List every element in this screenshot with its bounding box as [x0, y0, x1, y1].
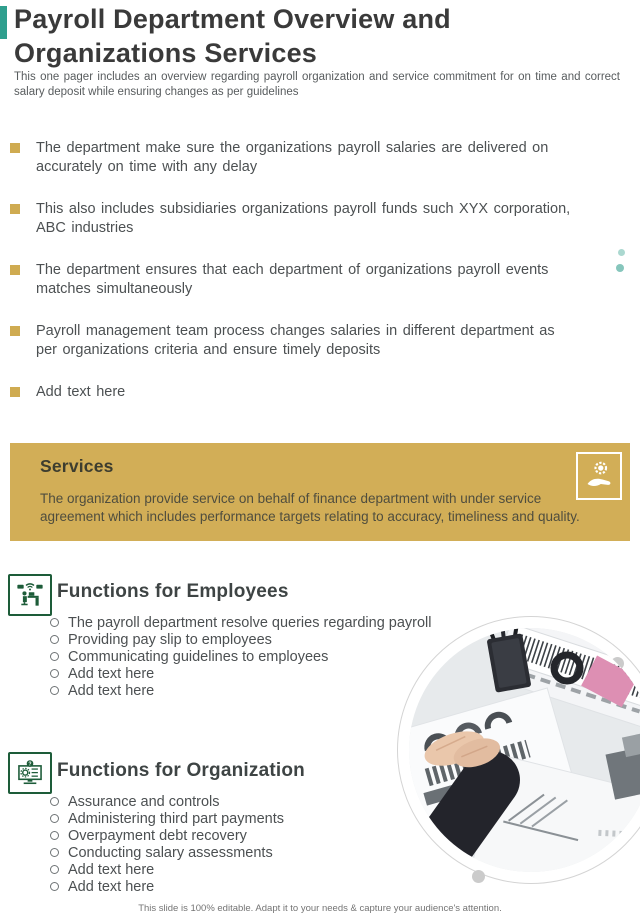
- bullet-text: Payroll management team process changes salaries in different department as per organizations criteria and ensure timely deposits: [36, 323, 555, 358]
- list-item-text: Communicating guidelines to employees: [68, 649, 329, 665]
- svg-text:?: ?: [28, 761, 32, 768]
- list-item: [50, 649, 450, 666]
- functions-organization-list: [50, 794, 450, 896]
- circle-bullet-icon: [50, 848, 59, 857]
- list-item: [50, 845, 450, 862]
- overview-bullet-list: [10, 139, 590, 444]
- teal-accent-bar: [0, 6, 7, 39]
- list-item-text: Providing pay slip to employees: [68, 632, 272, 648]
- page-subtitle: This one pager includes an overview regarding payroll organization and service commitment for on time and correct salary deposit while ensuring changes as per guidelines: [14, 71, 620, 98]
- square-bullet-icon: [10, 265, 20, 275]
- list-item-text: Conducting salary assessments: [68, 845, 273, 861]
- list-item-text: Add text here: [68, 862, 155, 878]
- services-title: Services: [40, 456, 114, 476]
- list-item: [50, 862, 450, 879]
- list-item: [50, 811, 450, 828]
- circle-bullet-icon: [50, 797, 59, 806]
- circle-bullet-icon: [50, 652, 59, 661]
- circle-bullet-icon: [50, 865, 59, 874]
- overview-bullet-item: [10, 139, 590, 176]
- circle-bullet-icon: [50, 635, 59, 644]
- overview-bullet-item: [10, 322, 590, 359]
- list-item: [50, 615, 450, 632]
- list-item: [50, 632, 450, 649]
- bullet-text: The department ensures that each department of organizations payroll events matches simultaneously: [36, 262, 549, 297]
- circle-bullet-icon: [50, 814, 59, 823]
- functions-employees-list: [50, 615, 450, 700]
- functions-organization-title: Functions for Organization: [57, 760, 305, 781]
- circle-bullet-icon: [50, 831, 59, 840]
- square-bullet-icon: [10, 204, 20, 214]
- list-item-text: Assurance and controls: [68, 794, 220, 810]
- bullet-text: Add text here: [36, 384, 126, 400]
- list-item-text: Add text here: [68, 879, 155, 895]
- circle-bullet-icon: [50, 882, 59, 891]
- list-item-text: The payroll department resolve queries regarding payroll: [68, 615, 432, 631]
- bullet-text: This also includes subsidiaries organizations payroll funds such XYX corporation, ABC industries: [36, 201, 571, 236]
- services-body: The organization provide service on behalf of finance department with under service agreement which includes performance targets relating to accuracy, timeliness and quality.: [40, 491, 580, 524]
- list-item-text: Overpayment debt recovery: [68, 828, 247, 844]
- list-item: [50, 879, 450, 896]
- services-panel: [10, 443, 630, 541]
- overview-bullet-item: [10, 261, 590, 298]
- overview-bullet-item: [10, 200, 590, 237]
- list-item-text: Add text here: [68, 666, 155, 682]
- list-item: [50, 666, 450, 683]
- circle-bullet-icon: [50, 618, 59, 627]
- teal-decor-dot: [616, 264, 624, 272]
- circle-bullet-icon: [50, 669, 59, 678]
- list-item-text: Add text here: [68, 683, 155, 699]
- list-item-text: Administering third part payments: [68, 811, 284, 827]
- editable-note: This slide is 100% editable. Adapt it to your needs & capture your audience's attention.: [138, 903, 502, 914]
- page-title: Payroll Department Overview and Organizations Services: [14, 4, 451, 68]
- functions-employees-title: Functions for Employees: [57, 581, 289, 602]
- circle-bullet-icon: [50, 686, 59, 695]
- list-item: [50, 794, 450, 811]
- organization-monitor-icon: [8, 752, 52, 794]
- employee-workstation-icon: [8, 574, 52, 616]
- square-bullet-icon: [10, 326, 20, 336]
- square-bullet-icon: [10, 387, 20, 397]
- list-item: [50, 683, 450, 700]
- bullet-text: The department make sure the organizations payroll salaries are delivered on accurately on time with any delay: [36, 140, 549, 175]
- overview-bullet-item: [10, 383, 590, 420]
- square-bullet-icon: [10, 143, 20, 153]
- hand-holding-person-icon: [576, 452, 622, 500]
- list-item: [50, 828, 450, 845]
- teal-decor-dot: [618, 249, 625, 256]
